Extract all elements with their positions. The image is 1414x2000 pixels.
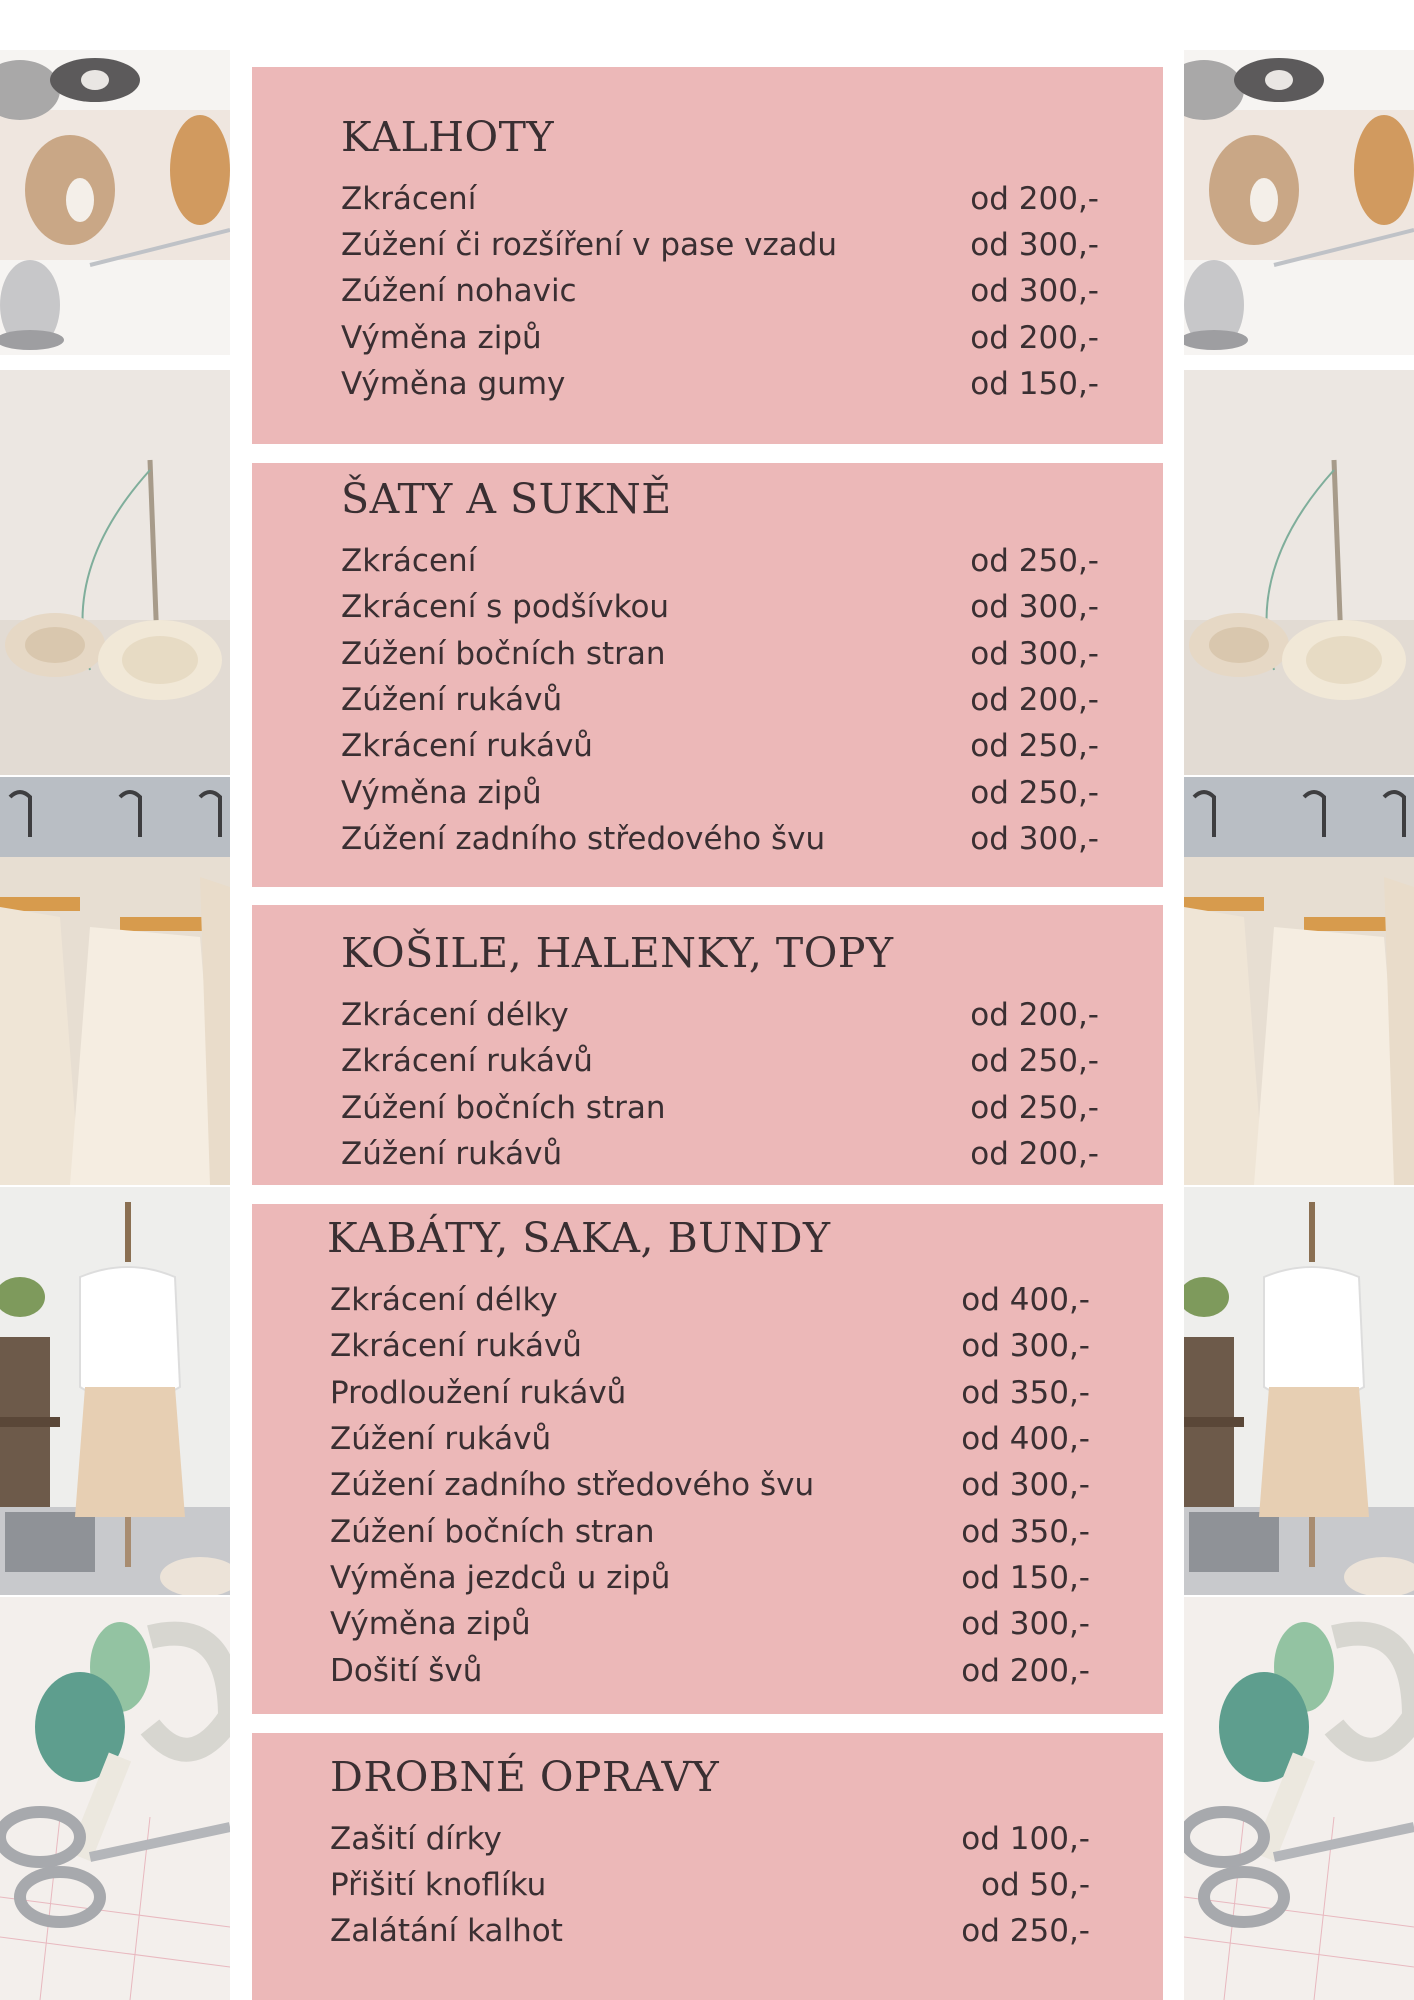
service-price: od 200,- [970,320,1099,356]
service-price: od 300,- [970,636,1099,672]
service-name: Zkrácení [341,181,477,217]
service-name: Výměna zipů [341,775,542,811]
section-kabaty-saka-bundy [252,1204,1163,1714]
price-row [341,997,1099,1043]
service-price: od 300,- [961,1606,1090,1642]
service-price: od 150,- [961,1560,1090,1596]
service-name: Zúžení rukávů [330,1421,552,1457]
service-price: od 400,- [961,1421,1090,1457]
price-row [330,1913,1090,1959]
service-name: Zúžení či rozšíření v pase vzadu [341,227,838,263]
service-price: od 50,- [981,1867,1090,1903]
dress-form-photo [0,1187,230,1595]
service-name: Výměna jezdců u zipů [330,1560,671,1596]
price-row [330,1514,1090,1560]
service-name: Zúžení rukávů [341,1136,563,1172]
service-name: Zkrácení délky [330,1282,558,1318]
service-price: od 200,- [970,181,1099,217]
price-row [341,1090,1099,1136]
service-price: od 250,- [970,728,1099,764]
service-price: od 300,- [970,227,1099,263]
service-name: Zalátání kalhot [330,1913,563,1949]
service-price: od 300,- [970,589,1099,625]
section-title: KALHOTY [341,113,555,161]
service-name: Zkrácení rukávů [330,1328,582,1364]
section-saty-a-sukne [252,463,1163,887]
price-row [341,636,1099,682]
garment-rack-photo [1184,777,1414,1185]
price-row [341,1043,1099,1089]
measuring-tape-scissors-photo [1184,1597,1414,2000]
service-name: Zkrácení s podšívkou [341,589,670,625]
price-row [330,1328,1090,1374]
service-price: od 200,- [970,997,1099,1033]
service-name: Došití švů [330,1653,483,1689]
price-row [330,1467,1090,1513]
price-row [330,1282,1090,1328]
service-price: od 300,- [970,273,1099,309]
section-drobne-opravy [252,1733,1163,2000]
section-kosile-halenky-topy [252,905,1163,1185]
service-name: Prodloužení rukávů [330,1375,627,1411]
service-name: Zkrácení rukávů [341,728,593,764]
service-name: Výměna gumy [341,366,566,402]
section-title: KABÁTY, SAKA, BUNDY [327,1214,831,1262]
service-price: od 250,- [970,1090,1099,1126]
price-row [341,821,1099,867]
price-row [341,728,1099,774]
service-name: Výměna zipů [330,1606,531,1642]
price-row [341,227,1099,273]
service-price: od 250,- [970,775,1099,811]
price-row [341,320,1099,366]
section-title: KOŠILE, HALENKY, TOPY [341,929,894,977]
section-kalhoty [252,67,1163,444]
service-name: Zúžení bočních stran [341,636,666,672]
price-row [330,1653,1090,1699]
service-price: od 300,- [970,821,1099,857]
service-name: Zkrácení [341,543,477,579]
service-name: Přišití knoflíku [330,1867,547,1903]
price-row [341,589,1099,635]
service-price: od 400,- [961,1282,1090,1318]
service-price: od 200,- [970,1136,1099,1172]
right-photo-strip [1184,0,1414,2000]
service-name: Zúžení zadního středového švu [341,821,826,857]
service-name: Zašití dírky [330,1821,502,1857]
service-price: od 300,- [961,1328,1090,1364]
price-row [330,1375,1090,1421]
price-row [341,682,1099,728]
thread-spools-photo [0,50,230,355]
service-name: Zkrácení rukávů [341,1043,593,1079]
price-row [330,1421,1090,1467]
needle-buttons-photo [0,370,230,775]
price-row [341,366,1099,412]
service-name: Výměna zipů [341,320,542,356]
section-title: DROBNÉ OPRAVY [330,1753,720,1801]
service-price: od 250,- [970,1043,1099,1079]
price-row [330,1821,1090,1867]
service-name: Zkrácení délky [341,997,569,1033]
service-name: Zúžení rukávů [341,682,563,718]
thread-spools-photo [1184,50,1414,355]
service-name: Zúžení zadního středového švu [330,1467,815,1503]
service-name: Zúžení nohavic [341,273,577,309]
price-row [330,1867,1090,1913]
price-row [341,775,1099,821]
price-row [341,543,1099,589]
dress-form-photo [1184,1187,1414,1595]
service-price: od 200,- [961,1653,1090,1689]
service-price: od 350,- [961,1375,1090,1411]
section-title: ŠATY A SUKNĚ [341,475,672,523]
service-price: od 250,- [961,1913,1090,1949]
service-name: Zúžení bočních stran [330,1514,655,1550]
price-row [341,273,1099,319]
measuring-tape-scissors-photo [0,1597,230,2000]
service-name: Zúžení bočních stran [341,1090,666,1126]
service-price: od 200,- [970,682,1099,718]
service-price: od 150,- [970,366,1099,402]
service-price: od 100,- [961,1821,1090,1857]
service-price: od 300,- [961,1467,1090,1503]
garment-rack-photo [0,777,230,1185]
service-price: od 350,- [961,1514,1090,1550]
price-row [341,1136,1099,1182]
price-row [341,181,1099,227]
left-photo-strip [0,0,230,2000]
price-row [330,1560,1090,1606]
price-row [330,1606,1090,1652]
service-price: od 250,- [970,543,1099,579]
needle-buttons-photo [1184,370,1414,775]
